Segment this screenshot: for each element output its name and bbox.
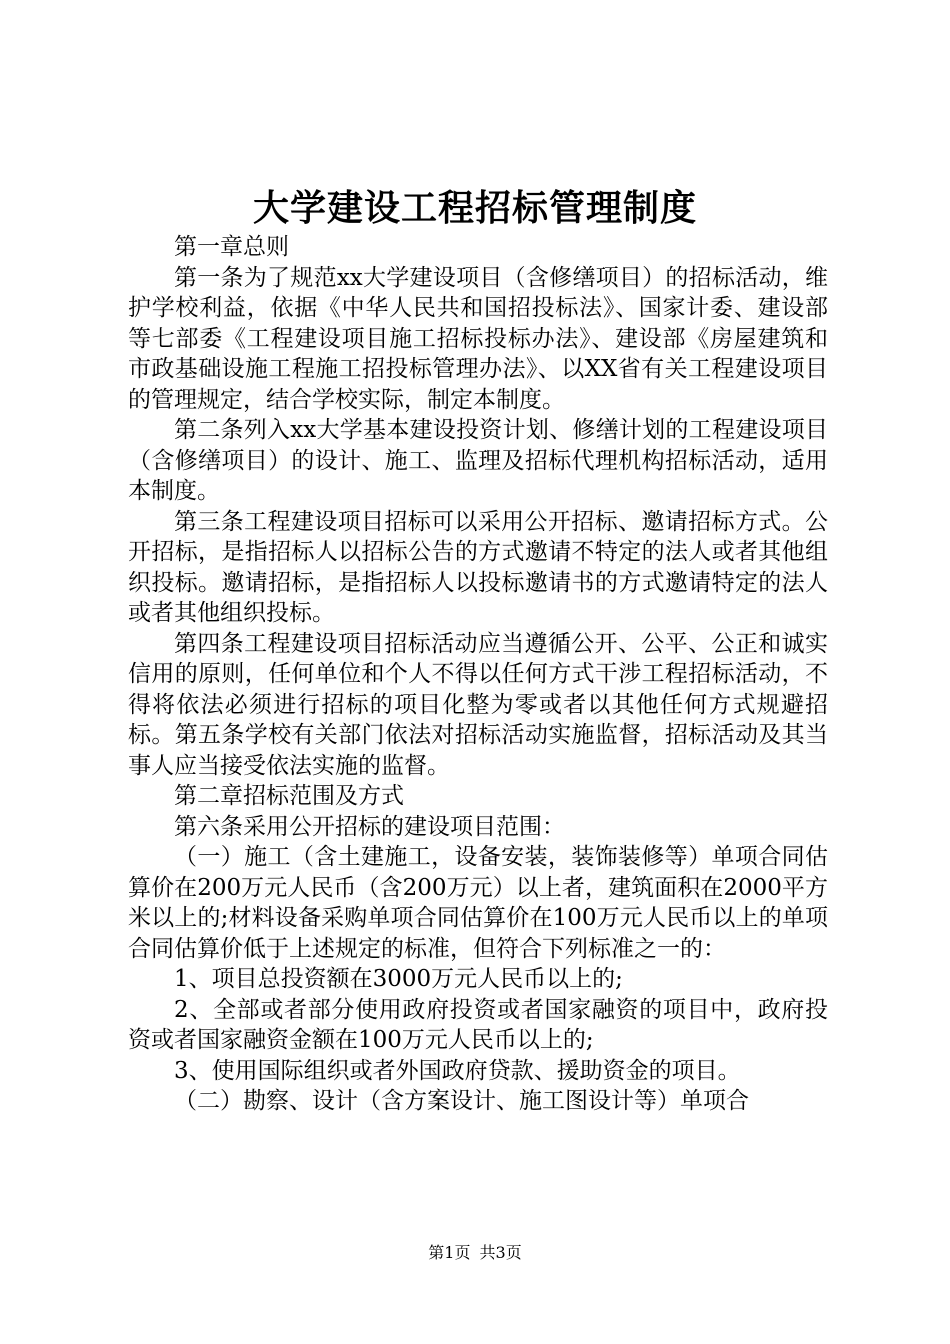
paragraph: 第一条为了规范xx大学建设项目（含修缮项目）的招标活动，维护学校利益，依据《中华人民共和国招投标法》、国家计委、建设部等七部委《工程建设项目施工招标投标办法》、建设部《房屋建筑和市政基础设施工程施工招投标管理办法》、以XX省有关工程建设项目的管理规定，结合学校实际，制定本制度。 bbox=[128, 264, 828, 413]
list-item: 3、使用国际组织或者外国政府贷款、援助资金的项目。 bbox=[174, 1057, 741, 1084]
list-item: 2、全部或者部分使用政府投资或者国家融资的项目中，政府投资或者国家融资金额在100万元人民币以上的; bbox=[128, 996, 828, 1053]
list-item: 1、项目总投资额在3000万元人民币以上的; bbox=[174, 966, 623, 992]
document-body bbox=[128, 232, 828, 1117]
paragraph: （二）勘察、设计（含方案设计、施工图设计等）单项合 bbox=[174, 1088, 749, 1114]
page-total: 共3页 bbox=[479, 1243, 522, 1262]
chapter-heading: 第一章总则 bbox=[174, 234, 289, 260]
page-footer bbox=[0, 1243, 950, 1263]
paragraph: 第六条采用公开招标的建设项目范围： bbox=[174, 813, 565, 840]
chapter-heading: 第二章招标范围及方式 bbox=[174, 783, 404, 809]
paragraph: 第四条工程建设项目招标活动应当遵循公开、公平、公正和诚实信用的原则，任何单位和个人不得以任何方式干涉工程招标活动，不得将依法必须进行招标的项目化整为零或者以其他任何方式规避招标。第五条学校有关部门依法对招标活动实施监督，招标活动及其当事人应当接受依法实施的监督。 bbox=[128, 630, 828, 779]
paragraph: 第二条列入xx大学基本建设投资计划、修缮计划的工程建设项目（含修缮项目）的设计、施工、监理及招标代理机构招标活动，适用本制度。 bbox=[128, 417, 828, 504]
paragraph: 第三条工程建设项目招标可以采用公开招标、邀请招标方式。公开招标，是指招标人以招标公告的方式邀请不特定的法人或者其他组织投标。邀请招标，是指招标人以投标邀请书的方式邀请特定的法人或者其他组织投标。 bbox=[128, 508, 828, 626]
paragraph: （一）施工（含土建施工，设备安装，装饰装修等）单项合同估算价在200万元人民币（含200万元）以上者，建筑面积在2000平方米以上的;材料设备采购单项合同估算价在100万元人民币以上的单项合同估算价低于上述规定的标准，但符合下列标准之一的： bbox=[128, 844, 828, 962]
document-title: 大学建设工程招标管理制度 bbox=[252, 187, 697, 229]
page-number: 第1页 bbox=[428, 1243, 471, 1262]
